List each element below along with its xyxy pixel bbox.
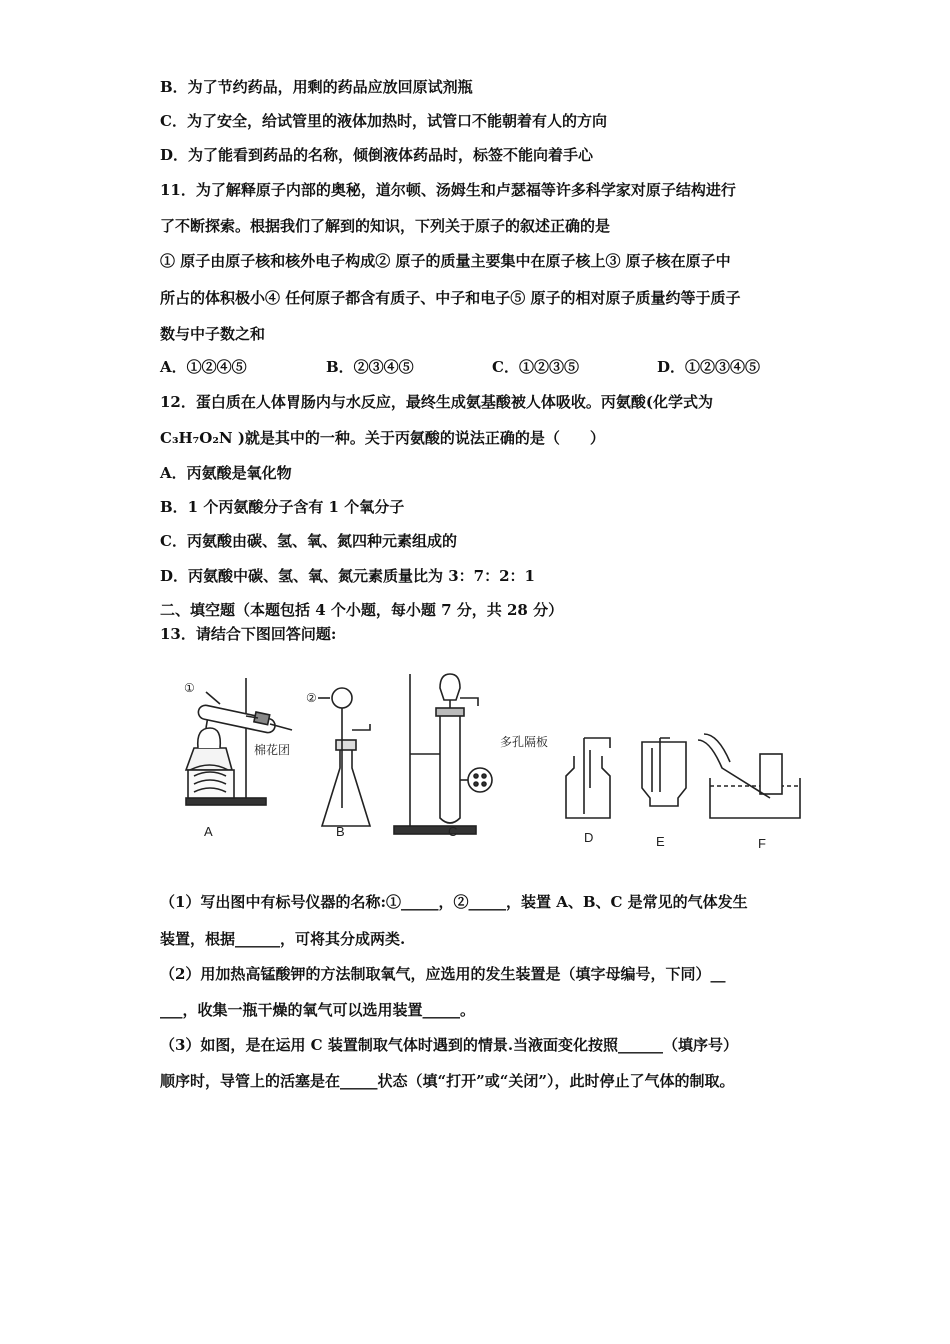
label-d: D [584,830,594,845]
q12-option-b: B．1 个丙氨酸分子含有 1 个氧分子 [160,498,405,516]
label-a: A [204,824,213,839]
q13-stem: 13．请结合下图回答问题: [160,625,337,643]
section-2-title: 二、填空题（本题包括 4 个小题，每小题 7 分，共 28 分） [160,601,564,619]
apparatus-figure [170,668,820,858]
q12-option-a: A．丙氨酸是氧化物 [160,464,292,482]
q11-stem-line5: 数与中子数之和 [160,325,266,343]
q12-stem-line1: 12．蛋白质在人体胃肠内与水反应，最终生成氨基酸被人体吸收。丙氨酸(化学式为 [160,393,713,411]
q10-option-c: C．为了安全，给试管里的液体加热时，试管口不能朝着有人的方向 [160,112,607,130]
q13-part1-line2: 装置，根据______，可将其分成两类. [160,930,406,948]
q11-stem-line4: 所占的体积极小④ 任何原子都含有质子、中子和电子⑤ 原子的相对原子质量约等于质子 [160,289,741,307]
apparatus-a [186,678,292,805]
marker-2: ② [306,691,317,705]
q11-options [160,356,800,378]
q11-option-d: D．①②③④⑤ [657,358,761,376]
label-f: F [758,836,766,851]
cotton-label: 棉花团 [254,743,291,757]
label-c: C [448,824,458,839]
q10-option-d: D．为了能看到药品的名称，倾倒液体药品时，标签不能向着手心 [160,146,594,164]
q10-option-b: B．为了节约药品，用剩的药品应放回原试剂瓶 [160,78,473,96]
q13-part3-line1: （3）如图，是在运用 C 装置制取气体时遇到的情景.当液面变化按照______（填序号） [160,1036,739,1054]
apparatus-e [642,738,686,806]
q11-option-c: C．①②③⑤ [492,358,579,376]
label-e: E [656,834,665,849]
q12-option-d: D．丙氨酸中碳、氢、氧、氮元素质量比为 3：7：2：1 [160,567,535,585]
q13-part2-line1: （2）用加热高锰酸钾的方法制取氧气，应选用的发生装置是（填字母编号，下同）__ [160,965,726,983]
q12-option-c: C．丙氨酸由碳、氢、氧、氮四种元素组成的 [160,532,457,550]
marker-1: ① [184,681,195,695]
q13-part3-line2: 顺序时，导管上的活塞是在_____状态（填“打开”或“关闭”），此时停止了气体的制取。 [160,1072,735,1090]
apparatus-f [698,734,800,818]
apparatus-b [318,688,370,826]
label-b: B [336,824,345,839]
q11-stem-line1: 11．为了解释原子内部的奥秘，道尔顿、汤姆生和卢瑟福等许多科学家对原子结构进行 [160,181,736,199]
q13-part1-line1: （1）写出图中有标号仪器的名称:①_____，②_____，装置 A、B、C 是常见的气体发生 [160,893,748,911]
q11-option-a: A．①②④⑤ [160,358,247,376]
q11-stem-line2: 了不断探索。根据我们了解到的知识，下列关于原子的叙述正确的是 [160,217,611,235]
q12-stem-line2: C₃H₇O₂N )就是其中的一种。关于丙氨酸的说法正确的是（ ） [160,429,605,447]
porous-plate-label: 多孔隔板 [500,735,549,749]
apparatus-c [394,674,492,834]
apparatus-d [566,738,610,818]
q11-stem-line3: ① 原子由原子核和核外电子构成② 原子的质量主要集中在原子核上③ 原子核在原子中 [160,252,731,270]
q11-option-b: B．②③④⑤ [326,358,414,376]
q13-part2-line2: ___，收集一瓶干燥的氧气可以选用装置_____。 [160,1001,476,1019]
